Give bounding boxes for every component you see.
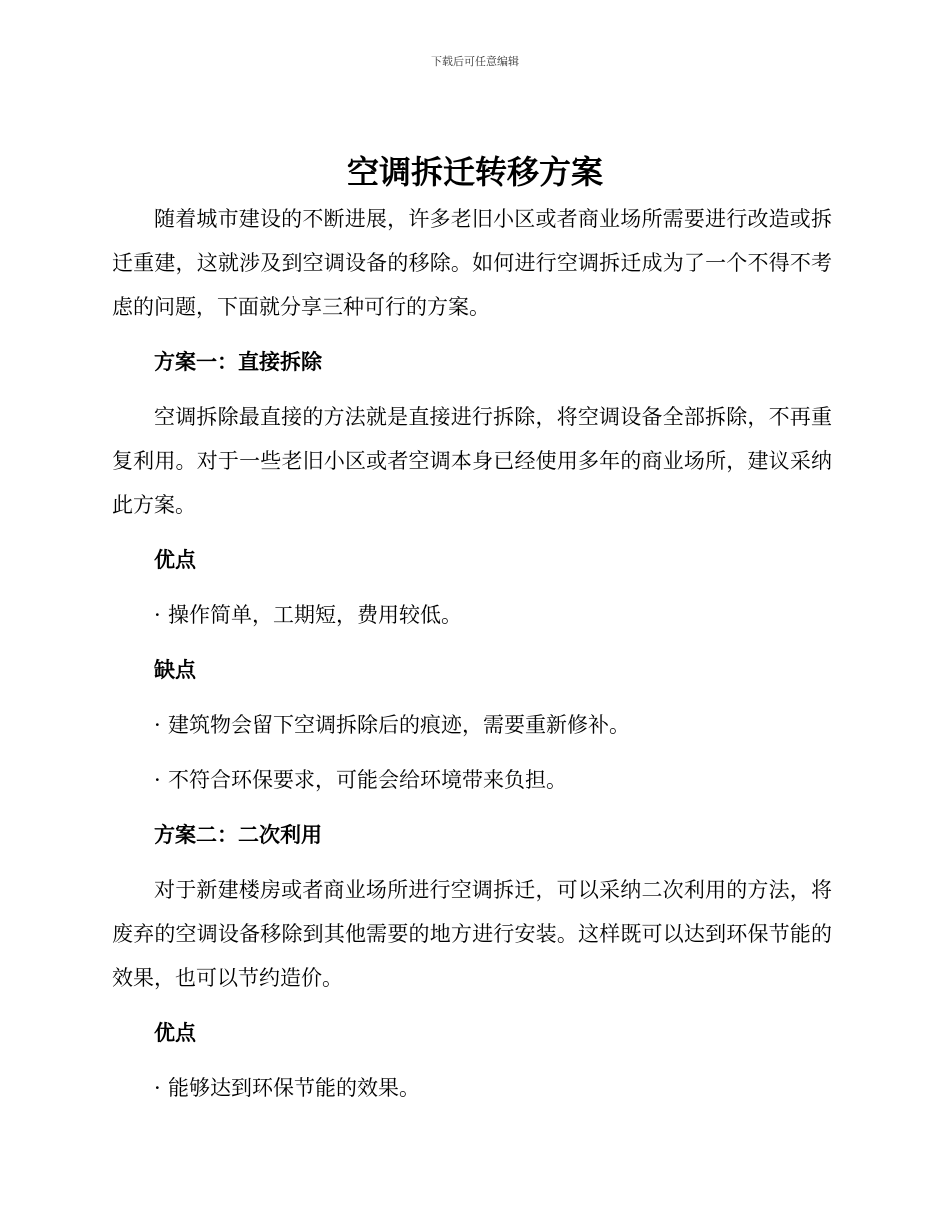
plan1-cons-heading: 缺点 — [154, 658, 196, 682]
bullet-text: 不符合环保要求，可能会给环境带来负担。 — [168, 768, 567, 792]
bullet-text: 操作简单，工期短，费用较低。 — [168, 603, 462, 627]
document-title: 空调拆迁转移方案 — [346, 153, 603, 191]
bullet-text: 能够达到环保节能的效果。 — [168, 1076, 420, 1100]
intro-paragraph: 随着城市建设的不断进展，许多老旧小区或者商业场所需要进行改造或拆迁重建，这就涉及到空调设备的移除。如何进行空调拆迁成为了一个不得不考虑的问题，下面就分享三种可行的方案。 — [112, 207, 832, 319]
plan2-heading: 方案二：二次利用 — [154, 823, 322, 847]
bullet-text: 建筑物会留下空调拆除后的痕迹，需要重新修补。 — [168, 713, 630, 737]
bullet-icon: · — [154, 1076, 161, 1100]
list-item — [112, 758, 832, 802]
plan1-heading: 方案一：直接拆除 — [154, 350, 322, 374]
bullet-icon: · — [154, 713, 161, 737]
list-item — [112, 593, 832, 637]
plan1-description: 空调拆除最直接的方法就是直接进行拆除，将空调设备全部拆除，不再重复利用。对于一些老旧小区或者空调本身已经使用多年的商业场所，建议采纳此方案。 — [112, 405, 832, 517]
list-item — [112, 703, 832, 747]
plan2-pros-heading: 优点 — [154, 1021, 196, 1045]
bullet-icon: · — [154, 768, 161, 792]
bullet-icon: · — [154, 603, 161, 627]
header-note: 下载后可任意编辑 — [431, 55, 519, 68]
plan1-pros-heading: 优点 — [154, 548, 196, 572]
list-item — [112, 1066, 832, 1110]
document-body — [112, 197, 832, 1121]
plan2-description: 对于新建楼房或者商业场所进行空调拆迁，可以采纳二次利用的方法，将废弃的空调设备移除到其他需要的地方进行安装。这样既可以达到环保节能的效果，也可以节约造价。 — [112, 878, 832, 990]
